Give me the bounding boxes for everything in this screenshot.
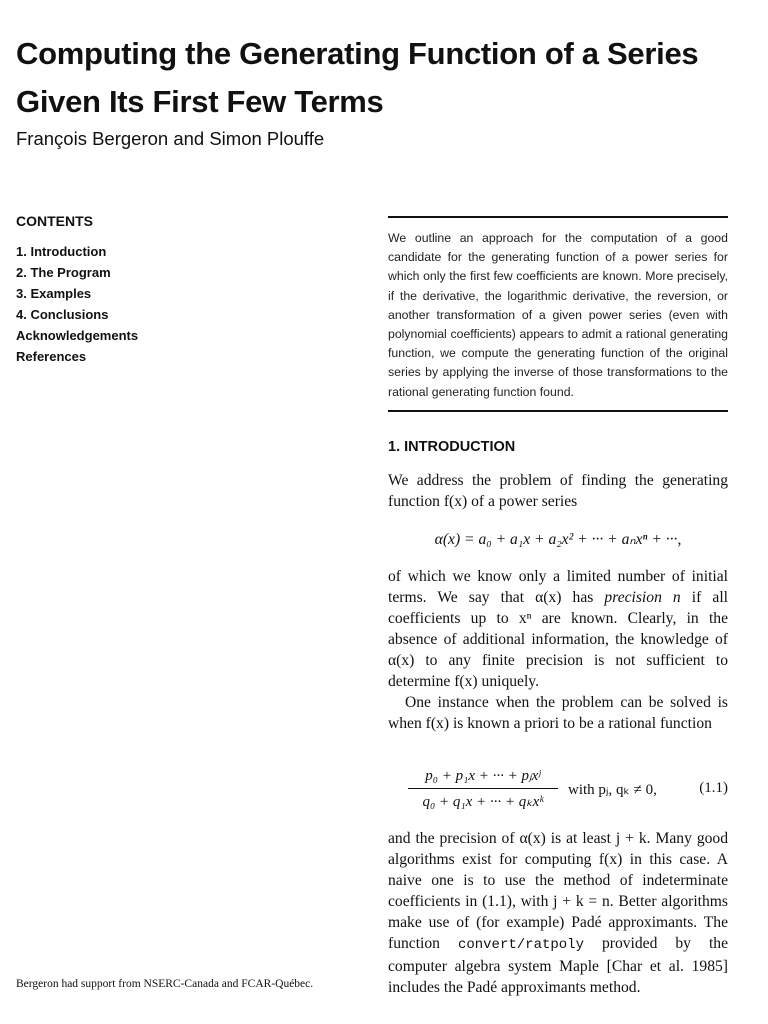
intro-paragraph-4-text-b: provided by the computer algebra system Maple [Char et al. 1985] includes the Padé approximants method. <box>388 935 728 996</box>
equation-1-1 <box>388 764 728 820</box>
footnote: Bergeron had support from NSERC-Canada and FCAR-Québec. <box>16 978 314 990</box>
contents-item: 4. Conclusions <box>16 307 109 322</box>
contents-item: Acknowledgements <box>16 328 139 343</box>
fraction-numerator: p₀ + p₁x + ··· + pⱼxʲ <box>408 764 558 789</box>
intro-paragraph-2-text-a: of which we know only a limited number of initial terms. We say that α(x) has <box>388 568 728 606</box>
intro-paragraph-2-text-b: if all coefficients up to xⁿ are known. Clearly, in the absence of additional information, the knowledge of α(x) to any finite precision is not sufficient to determine f(x) uniquely. <box>388 589 728 690</box>
intro-paragraph-4-text-a: and the precision of α(x) is at least j + k. Many good algorithms exist for computing f(x) in this case. A naive one is to use the method of indeterminate coefficients in (1.1), with j + k = n. Better algorithms make use of (for example) Padé approximants. The function <box>388 830 728 952</box>
fraction-denominator: q₀ + q₁x + ··· + qₖxᵏ <box>422 794 544 810</box>
paper-authors: François Bergeron and Simon Plouffe <box>16 128 325 149</box>
rational-fraction <box>408 764 558 813</box>
contents-heading: CONTENTS <box>16 213 93 229</box>
abstract: We outline an approach for the computation of a good candidate for the generating function of a power series for which only the first few coefficients are known. More precisely, if the derivative, the logarithmic derivative, the reversion, or another transformation of a given power series (even with polynomial coefficients) appears to admit a rational generating function, we compute the generating function of the original series by applying the inverse of those transformations to the rational generating function found. <box>388 231 728 399</box>
maple-function-name: convert/ratpoly <box>457 937 584 953</box>
intro-paragraph-4 <box>388 828 728 998</box>
abstract-bottom-rule <box>388 410 728 412</box>
paper-title: Computing the Generating Function of a Series Given Its First Few Terms <box>16 36 699 119</box>
contents-list <box>16 241 138 367</box>
equation-series: α(x) = a₀ + a₁x + a₂x² + ··· + aₙxⁿ + ···, <box>434 531 682 548</box>
intro-paragraph-1: We address the problem of finding the generating function f(x) of a power series <box>388 472 728 510</box>
intro-paragraph-3: One instance when the problem can be solved is when f(x) is known a priori to be a rational function <box>388 694 728 732</box>
contents-item: 3. Examples <box>16 286 92 301</box>
precision-term: precision n <box>604 589 681 606</box>
intro-paragraph-2 <box>388 566 728 692</box>
contents-item: References <box>16 349 87 364</box>
equation-condition: with pⱼ, qₖ ≠ 0, <box>568 782 657 798</box>
contents-item: 2. The Program <box>16 265 111 280</box>
contents-item: 1. Introduction <box>16 244 107 259</box>
equation-number: (1.1) <box>699 780 728 796</box>
abstract-top-rule <box>388 216 728 218</box>
section-heading: 1. INTRODUCTION <box>388 439 516 455</box>
